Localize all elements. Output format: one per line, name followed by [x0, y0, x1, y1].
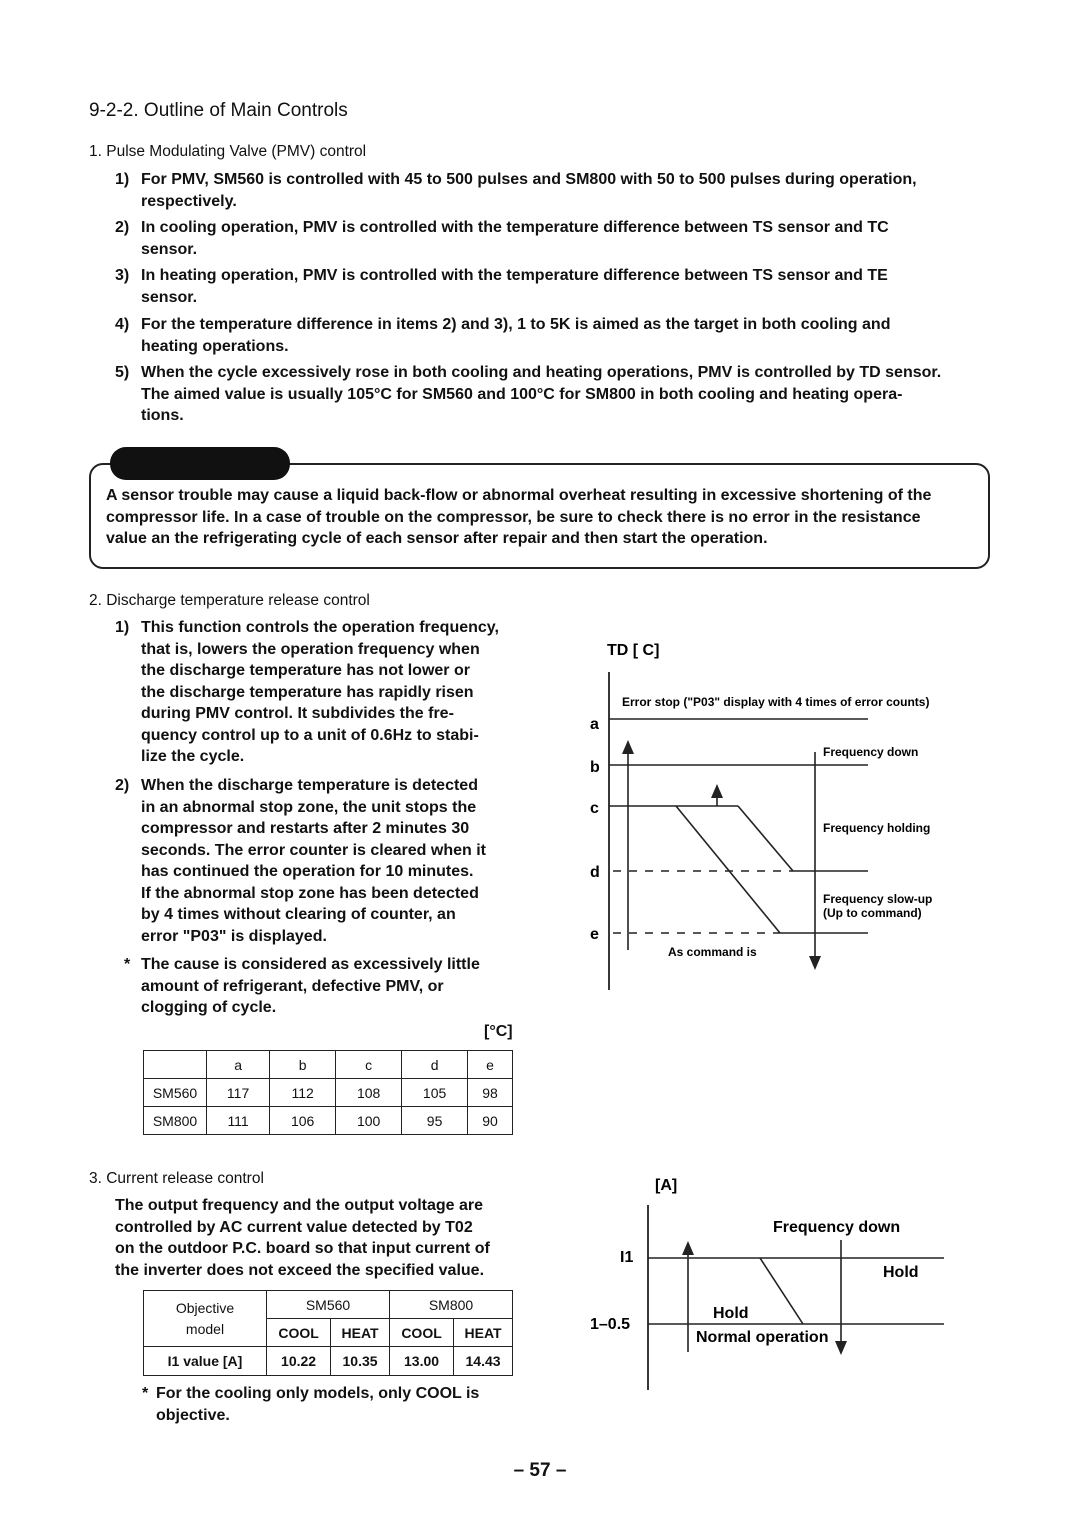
objective-model-cell	[144, 1291, 267, 1347]
item-line: The cause is considered as excessively little	[141, 956, 480, 973]
slope-line-right	[738, 806, 793, 871]
table-cell: 111	[207, 1107, 270, 1135]
item-line: by 4 times without clearing of counter, an	[141, 906, 456, 923]
caution-tab	[110, 447, 290, 480]
item-line: quency control up to a unit of 0.6Hz to stabi-	[141, 726, 479, 744]
td-control-diagram	[560, 630, 1040, 1000]
frequency-down-label: Frequency down	[773, 1219, 901, 1236]
table-header-cell: e	[468, 1051, 513, 1079]
table-cell: 100	[336, 1107, 402, 1135]
item-line: The output frequency and the output voltage are	[115, 1197, 484, 1214]
item-line: clogging of cycle.	[141, 999, 277, 1016]
item-number: 2)	[115, 219, 130, 236]
item-line: The aimed value is usually 105°C for SM560 and 100°C for SM800 in both cooling and heating opera-	[141, 385, 903, 403]
item-line: objective.	[156, 1406, 230, 1424]
arrow-up-icon	[711, 784, 723, 798]
model-header-sm560: SM560	[267, 1291, 390, 1319]
current-threshold-table	[143, 1290, 513, 1376]
level-label-b: b	[590, 759, 600, 776]
discharge-threshold-table	[143, 1050, 513, 1135]
level-label-a: a	[590, 716, 599, 733]
item-number: 5)	[115, 364, 130, 381]
pmv-heading: 1. Pulse Modulating Valve (PMV) control	[89, 143, 367, 160]
item-line: sensor.	[141, 240, 198, 258]
table-cell: 10.35	[331, 1347, 390, 1376]
hold-label-mid: Hold	[713, 1305, 749, 1322]
item-line: In heating operation, PMV is controlled with the temperature difference between TS sensor and TE	[141, 267, 888, 284]
frequency-down-label: Frequency down	[823, 745, 919, 759]
discharge-heading: 2. Discharge temperature release control	[89, 592, 370, 609]
table-cell: 14.43	[454, 1347, 513, 1376]
up-to-command-label: (Up to command)	[823, 906, 922, 920]
item-line: during PMV control. It subdivides the fre-	[141, 705, 454, 722]
table-unit-label: [°C]	[484, 1023, 513, 1040]
level-label-d: d	[590, 864, 600, 881]
table-header-cell: c	[336, 1051, 402, 1079]
item-line: that is, lowers the operation frequency when	[141, 640, 480, 658]
mode-header: COOL	[389, 1319, 453, 1347]
item-line: the discharge temperature has not lower or	[141, 662, 470, 679]
error-stop-label: Error stop ("P03" display with 4 times of error counts)	[622, 695, 930, 709]
table-cell: 112	[270, 1079, 336, 1107]
item-number: 1)	[115, 619, 130, 636]
table-cell: 117	[207, 1079, 270, 1107]
item-line: lize the cycle.	[141, 748, 245, 765]
item-line: If the abnormal stop zone has been detected	[141, 884, 479, 902]
table-row	[144, 1079, 513, 1107]
item-line: amount of refrigerant, defective PMV, or	[141, 977, 444, 995]
table-cell: 10.22	[267, 1347, 331, 1376]
level-label-low: 1–0.5	[590, 1316, 631, 1333]
table-cell: 90	[468, 1107, 513, 1135]
item-line: compressor and restarts after 2 minutes 30	[141, 820, 470, 837]
mode-header: HEAT	[331, 1319, 390, 1347]
caution-line: compressor life. In a case of trouble on the compressor, be sure to check there is no error in the resistance	[106, 508, 921, 526]
table-cell: 106	[270, 1107, 336, 1135]
item-number: 2)	[115, 777, 130, 794]
frequency-holding-label: Frequency holding	[823, 821, 931, 835]
item-line: in an abnormal stop zone, the unit stops the	[141, 798, 477, 816]
item-line: error "P03" is displayed.	[141, 927, 327, 945]
table-row	[144, 1107, 513, 1135]
page-number: – 57 –	[513, 1460, 567, 1481]
table-header-cell	[144, 1051, 207, 1079]
item-line: controlled by AC current value detected by T02	[115, 1218, 473, 1236]
arrow-up-icon	[622, 740, 634, 754]
table-cell: SM560	[144, 1079, 207, 1107]
item-line: the inverter does not exceed the specified value.	[115, 1261, 485, 1279]
section-title: 9-2-2. Outline of Main Controls	[89, 100, 348, 121]
table-header-cell: a	[207, 1051, 270, 1079]
item-number: 4)	[115, 316, 130, 333]
item-number: *	[142, 1385, 149, 1402]
mode-header: COOL	[267, 1319, 331, 1347]
current-heading: 3. Current release control	[89, 1170, 264, 1187]
table-header-row	[144, 1291, 513, 1319]
item-line: on the outdoor P.C. board so that input current of	[115, 1240, 490, 1257]
table-cell: 13.00	[389, 1347, 453, 1376]
item-line: tions.	[141, 407, 184, 424]
item-line: For PMV, SM560 is controlled with 45 to 500 pulses and SM800 with 50 to 500 pulses during operation,	[141, 171, 917, 188]
level-label-i1: I1	[620, 1249, 634, 1266]
arrow-down-icon	[809, 956, 821, 970]
arrow-up-icon	[682, 1241, 694, 1255]
table-cell: 105	[402, 1079, 468, 1107]
level-label-e: e	[590, 926, 599, 943]
item-line: For the cooling only models, only COOL is	[156, 1385, 480, 1402]
row-label: I1 value [A]	[144, 1347, 267, 1376]
caution-line: A sensor trouble may cause a liquid back-flow or abnormal overheat resulting in excessive shortening of the	[106, 487, 932, 504]
current-description	[115, 1195, 490, 1281]
model-label: model	[185, 1320, 225, 1337]
table-cell: 95	[402, 1107, 468, 1135]
item-line: sensor.	[141, 288, 198, 306]
hold-label-right: Hold	[883, 1264, 919, 1281]
as-command-label: As command is	[668, 945, 757, 959]
caution-line: value an the refrigerating cycle of each sensor after repair and then start the operation.	[106, 530, 768, 547]
table-header-cell: d	[402, 1051, 468, 1079]
item-number: 1)	[115, 171, 130, 188]
slope-line-left	[676, 806, 780, 933]
level-label-c: c	[590, 800, 599, 817]
table-cell: 98	[468, 1079, 513, 1107]
item-line: has continued the operation for 10 minutes.	[141, 863, 474, 880]
arrow-down-icon	[835, 1341, 847, 1355]
item-line: In cooling operation, PMV is controlled with the temperature difference between TS sensor and TC	[141, 219, 889, 236]
item-line: For the temperature difference in items 2) and 3), 1 to 5K is aimed as the target in both cooling and	[141, 316, 891, 333]
current-axis-title: [A]	[655, 1177, 678, 1194]
model-header-sm800: SM800	[389, 1291, 512, 1319]
table-cell: SM800	[144, 1107, 207, 1135]
caution-text	[106, 485, 1056, 550]
td-axis-title: TD [ C]	[607, 642, 660, 659]
table-row	[144, 1347, 513, 1376]
table-header-cell: b	[270, 1051, 336, 1079]
item-line: respectively.	[141, 192, 237, 210]
slope-line	[760, 1258, 803, 1324]
normal-operation-label: Normal operation	[696, 1329, 829, 1346]
item-number: 3)	[115, 267, 130, 284]
item-line: seconds. The error counter is cleared when it	[141, 841, 486, 859]
objective-label: Objective	[175, 1299, 235, 1316]
item-line: heating operations.	[141, 337, 289, 355]
mode-header: HEAT	[454, 1319, 513, 1347]
item-number: *	[124, 956, 131, 973]
frequency-slowup-label: Frequency slow-up	[823, 892, 933, 906]
table-header-row	[144, 1051, 513, 1079]
table-cell: 108	[336, 1079, 402, 1107]
item-line: the discharge temperature has rapidly risen	[141, 683, 474, 701]
item-line: When the cycle excessively rose in both cooling and heating operations, PMV is controlled by TD sensor.	[141, 364, 942, 381]
current-control-diagram	[580, 1170, 960, 1400]
item-line: This function controls the operation frequency,	[141, 619, 499, 636]
item-line: When the discharge temperature is detected	[141, 777, 478, 794]
